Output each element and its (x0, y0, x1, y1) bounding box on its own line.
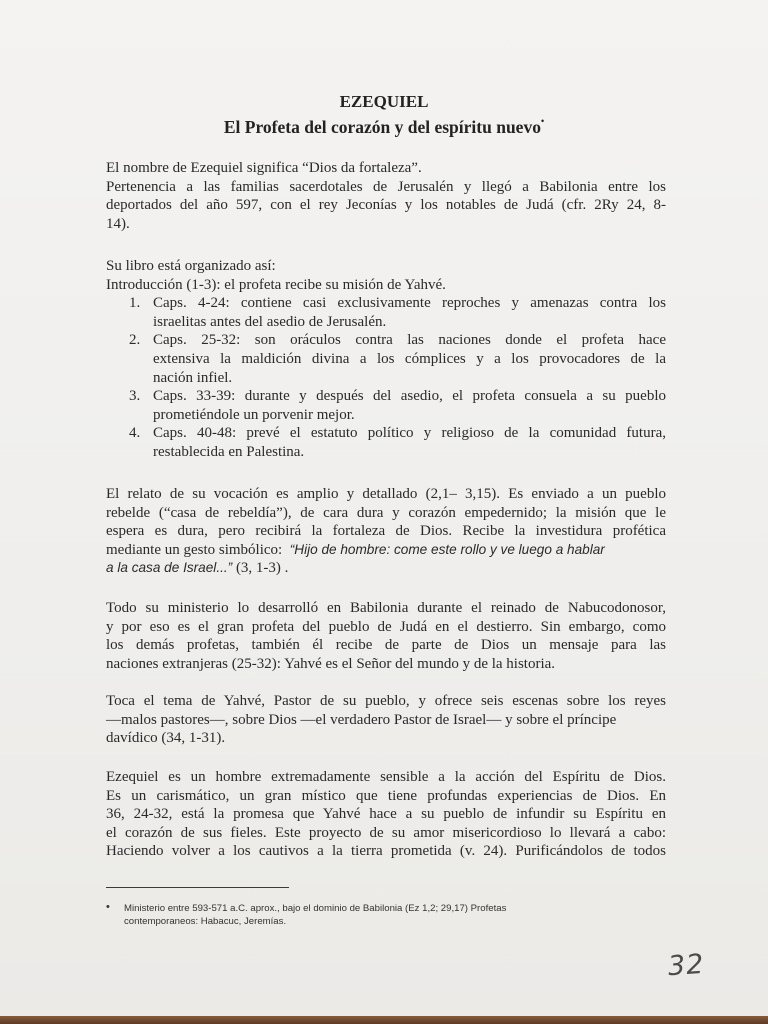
intro-line: El nombre de Ezequiel significa “Dios da fortaleza”. (106, 160, 422, 176)
ministry-paragraph (106, 599, 666, 673)
list-item-line: nación infiel. (153, 369, 233, 386)
footnote-bullet: • (106, 901, 110, 913)
chapters-list (106, 294, 666, 461)
list-item (106, 424, 666, 461)
spirit-paragraph (106, 768, 666, 861)
footnote-marker: • (540, 116, 545, 127)
ministry-line: Todo su ministerio lo desarrolló en Babilonia durante el reinado de Nabucodonosor, (106, 600, 666, 616)
list-item-line: extensiva la maldición divina a los cómplices y a los provocadores de la (153, 350, 666, 367)
handwritten-page-number: 32 (666, 948, 706, 983)
intro-line: Pertenencia a las familias sacerdotales de Jerusalén y llegó a Babilonia entre los (106, 178, 666, 195)
spirit-line: Ezequiel es un hombre extremadamente sensible a la acción del Espíritu de Dios. (106, 769, 666, 785)
list-item-line: restablecida en Palestina. (153, 443, 305, 460)
vocation-line: espera es dura, pero recibirá la fortaleza de Dios. Recibe la investidura profética (106, 523, 666, 540)
ministry-line: naciones extranjeras (25-32): Yahvé es el Señor del mundo y de la historia. (106, 655, 556, 672)
list-item-line: Caps. 4-24: contiene casi exclusivamente reproches y amenazas contra los (153, 295, 666, 312)
footnote-line: Ministerio entre 593-571 a.C. aprox., bajo el dominio de Babilonia (Ez 1,2; 29,17) Profetas (124, 903, 507, 914)
vocation-quote: a la casa de Israel...” (106, 560, 233, 576)
intro-line: 14). (106, 215, 130, 232)
list-item (106, 294, 666, 331)
spirit-line: 36, 24-32, está la promesa que Yahvé hace a su pueblo de infundir su Espíritu en (106, 806, 666, 823)
vocation-line: rebelde (“casa de rebeldía”), de cara dura y corazón empedernido; la misión que le (106, 504, 666, 521)
subtitle-text: El Profeta del corazón y del espíritu nuevo (223, 117, 541, 137)
list-item (106, 387, 666, 424)
spirit-line: Haciendo volver a los cautivos a la tierra prometida (v. 24). Purificándolos de todos (106, 843, 666, 860)
footnote-divider (106, 887, 289, 888)
list-number: 3. (129, 388, 141, 405)
shepherd-line: davídico (34, 1-31). (106, 730, 226, 747)
vocation-quote: “Hijo de hombre: come este rollo y ve luego a hablar (289, 541, 605, 557)
shepherd-paragraph (106, 692, 666, 748)
structure-introduction: Introducción (1-3): el profeta recibe su misión de Yahvé. (106, 276, 446, 293)
ministry-line: y por eso es el gran profeta del pueblo de Judá en el destierro. Sin embargo, como (106, 618, 666, 635)
list-item-line: Caps. 40-48: prevé el estatuto político y religioso de la comunidad futura, (153, 425, 666, 442)
desk-edge (0, 1016, 768, 1024)
vocation-line (106, 559, 666, 578)
list-item-line: Caps. 33-39: durante y después del asedio, el profeta consuela a su pueblo (153, 388, 666, 405)
shepherd-line: Toca el tema de Yahvé, Pastor de su pueblo, y ofrece seis escenas sobre los reyes (106, 693, 666, 709)
list-item-line: israelitas antes del asedio de Jerusalén. (153, 313, 387, 330)
vocation-text: mediante un gesto simbólico: (106, 541, 283, 558)
vocation-paragraph (106, 485, 666, 578)
list-item-line: prometiéndole un porvenir mejor. (153, 406, 355, 423)
vocation-reference: (3, 1-3) . (232, 560, 289, 577)
list-number: 1. (129, 295, 141, 312)
list-number: 4. (129, 425, 141, 442)
spirit-line: Es un carismático, un gran místico que tiene profundas experiencias de Dios. En (106, 787, 666, 804)
vocation-line (106, 541, 666, 560)
intro-line: deportados del año 597, con el rey Jeconías y los notables de Judá (cfr. 2Ry 24, 8- (106, 197, 666, 214)
book-structure (106, 257, 666, 462)
ministry-line: los demás profetas, también él recibe de parte de Dios un mensaje para las (106, 637, 666, 654)
footnote (106, 902, 666, 928)
list-item (106, 331, 666, 387)
shepherd-line: —malos pastores—, sobre Dios —el verdadero Pastor de Israel— y sobre el príncipe (106, 711, 617, 728)
list-item-line: Caps. 25-32: son oráculos contra las naciones donde el profeta hace (153, 332, 666, 349)
document-subtitle (0, 117, 768, 138)
list-number: 2. (129, 332, 141, 349)
document-title: EZEQUIEL (339, 92, 429, 111)
intro-paragraph (106, 159, 666, 233)
vocation-line: El relato de su vocación es amplio y detallado (2,1– 3,15). Es enviado a un pueblo (106, 486, 666, 502)
structure-heading: Su libro está organizado así: (106, 258, 276, 274)
spirit-line: el corazón de sus fieles. Este proyecto de su amor misericordioso lo llevará a cabo: (106, 824, 666, 841)
footnote-line: contemporaneos: Habacuc, Jeremías. (124, 916, 287, 927)
